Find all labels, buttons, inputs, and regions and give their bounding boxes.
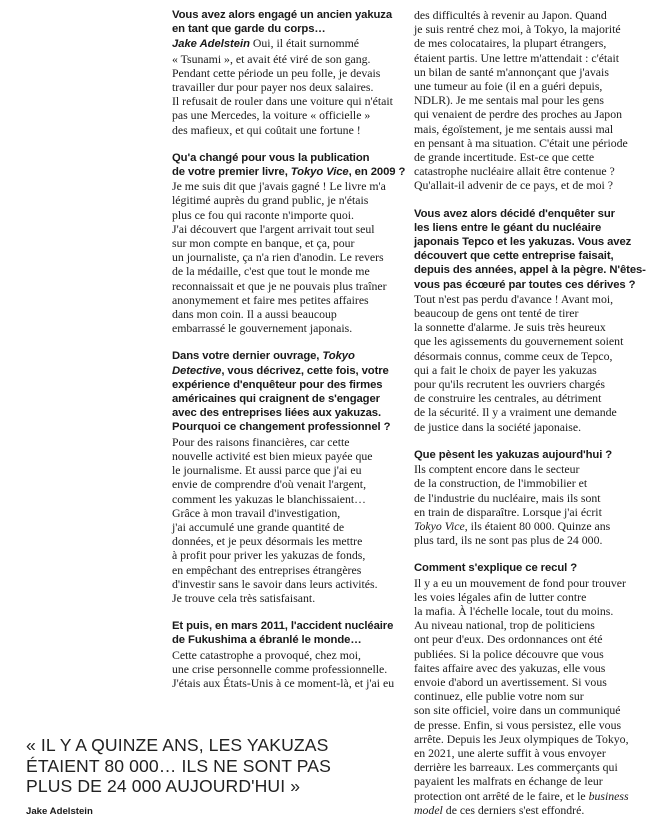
- answer-tepco: Tout n'est pas perdu d'avance ! Avant moi, beaucoup de gens ont tenté de tirer la sonnette d'alarme. Je suis très heureux que les agissements du gouvernement soient désormais connus, comme ceux de Tepco, qui a fait le choix de payer les yakuzas pour qu'ils recrutent les ouvriers chargés de construire les centrales, au détriment de la sécurité. Il y a vraiment une demande de justice dans la société japonaise.: [414, 291, 624, 434]
- answer-fukushima: Cette catastrophe a provoqué, chez moi, une crise personnelle comme professionnelle. J'étais aux États-Unis à ce moment-là, et j'ai eu: [172, 647, 395, 690]
- question-tepco: Vous avez alors décidé d'enquêter sur les liens entre le géant du nucléaire japonais Tepco et les yakuzas. Vous avez découvert que cette entreprise faisait, depuis des années, appel à la pègre. N'êtes- vous pas écœuré par toutes ces dérives ?: [414, 207, 646, 291]
- pull-quote-author: Jake Adelstein: [26, 806, 93, 817]
- question-decline: Comment s'explique ce recul ?: [414, 562, 578, 575]
- answer-first-book: Je me suis dit que j'avais gagné ! Le livre m'a légitimé auprès du grand public, je n'étais plus ce fou qui raconte n'importe quoi. J'ai découvert que l'argent arrivait tout seul sur mon compte en banque, et ça, pour un journaliste, ça n'a rien d'anodin. Le revers de la médaille, c'est que tout le monde me reconnaissait et que je ne pouvais plus traîner anonymement et faire mes petites affaires dans mon coin. Il a aussi beaucoup embarrassé le gouvernement japonais.: [172, 179, 387, 336]
- question-last-book: Dans votre dernier ouvrage, Tokyo Detective, vous décrivez, cette fois, votre expérience d'enquêteur pour des firmes américaines qui craignent de s'engager avec des entreprises liées aux yakuzas. Pourquoi ce changement professionnel ?: [172, 350, 391, 434]
- answer-bodyguard: Jake Adelstein Oui, il était surnommé « Tsunami », et avait été viré de son gang. Pendant cette période un peu folle, je devais travailler dur pour payer nos deux salaires. Il refusait de rouler dans une voiture qui n'était pas une Mercedes, la voiture « officielle » des mafieux, et qui coûtait une fortune !: [172, 36, 393, 137]
- pull-quote: « IL Y A QUINZE ANS, LES YAKUZAS ÉTAIENT 80 000… ILS NE SONT PAS PLUS DE 24 000 AUJOURD'HUI »: [26, 735, 331, 797]
- right-column: [414, 8, 648, 831]
- question-bodyguard: Vous avez alors engagé un ancien yakuza en tant que garde du corps…: [172, 9, 393, 36]
- left-column: [172, 8, 406, 704]
- question-yakuza-weight: Que pèsent les yakuzas aujourd'hui ?: [414, 448, 613, 461]
- answer-yakuza-weight: Ils comptent encore dans le secteur de la construction, de l'immobilier et de l'industrie du nucléaire, mais ils sont en train de disparaître. Lorsque j'ai écrit Tokyo Vice, ils étaient 80 000. Quinze ans plus tard, ils ne sont pas plus de 24 000.: [414, 462, 611, 548]
- answer-fukushima-continued: des difficultés à revenir au Japon. Quand je suis rentré chez moi, à Tokyo, la majorité de mes colocataires, la plupart étrangers, étaient partis. Une lettre m'attendait : c'était un bilan de santé m'annonçant que j'avais une tumeur au foie (il en a guéri depuis, NDLR). Je me sentais mal pour les gens qui venaient de perdre des proches au Japon mais, égoïstement, je me sentais aussi mal en pensant à ma situation. C'était une période de grande incertitude. Est-ce que cette catastrophe nucléaire allait être contenue ? Qu'allait-il advenir de ce pays, et de moi ?: [414, 8, 628, 193]
- speaker-name: Jake Adelstein: [172, 38, 250, 51]
- answer-last-book: Pour des raisons financières, car cette nouvelle activité est bien mieux payée que le journalisme. Et aussi parce que j'ai eu envie de comprendre d'où venait l'argent, comment les yakuzas le blanchissaient… Grâce à mon travail d'investigation, j'ai accumulé une grande quantité de données, et je peux désormais les mettre à profit pour priver les yakuzas de fonds, en empêchant des entreprises étrangères d'investir sans le savoir dans leurs activités. Je trouve cela très satisfaisant.: [172, 434, 378, 605]
- question-fukushima: Et puis, en mars 2011, l'accident nucléaire de Fukushima a ébranlé le monde…: [172, 620, 394, 647]
- question-first-book: Qu'a changé pour vous la publication de votre premier livre, Tokyo Vice, en 2009 ?: [172, 151, 406, 179]
- answer-decline: Il y a eu un mouvement de fond pour trouver les voies légales afin de lutter contre la mafia. À l'échelle locale, tout du moins. Au niveau national, trop de politiciens ont peur d'eux. Des ordonnances ont été publiées. Si la police découvre que vous faites affaire avec des yakuzas, elle vous envoie d'abord un avertissement. Si vous continuez, elle publie votre nom sur son site officiel, voire dans un communiqué de presse. Enfin, si vous persistez, elle vous arrête. Depuis les Jeux olympiques de Tokyo, en 2021, une alerte suffit à vous envoyer derrière les barreaux. Les commerçants qui payaient les malfrats en échange de leur protection ont arrêté de le faire, et le business model de ces derniers s'est effondré.: [414, 575, 629, 817]
